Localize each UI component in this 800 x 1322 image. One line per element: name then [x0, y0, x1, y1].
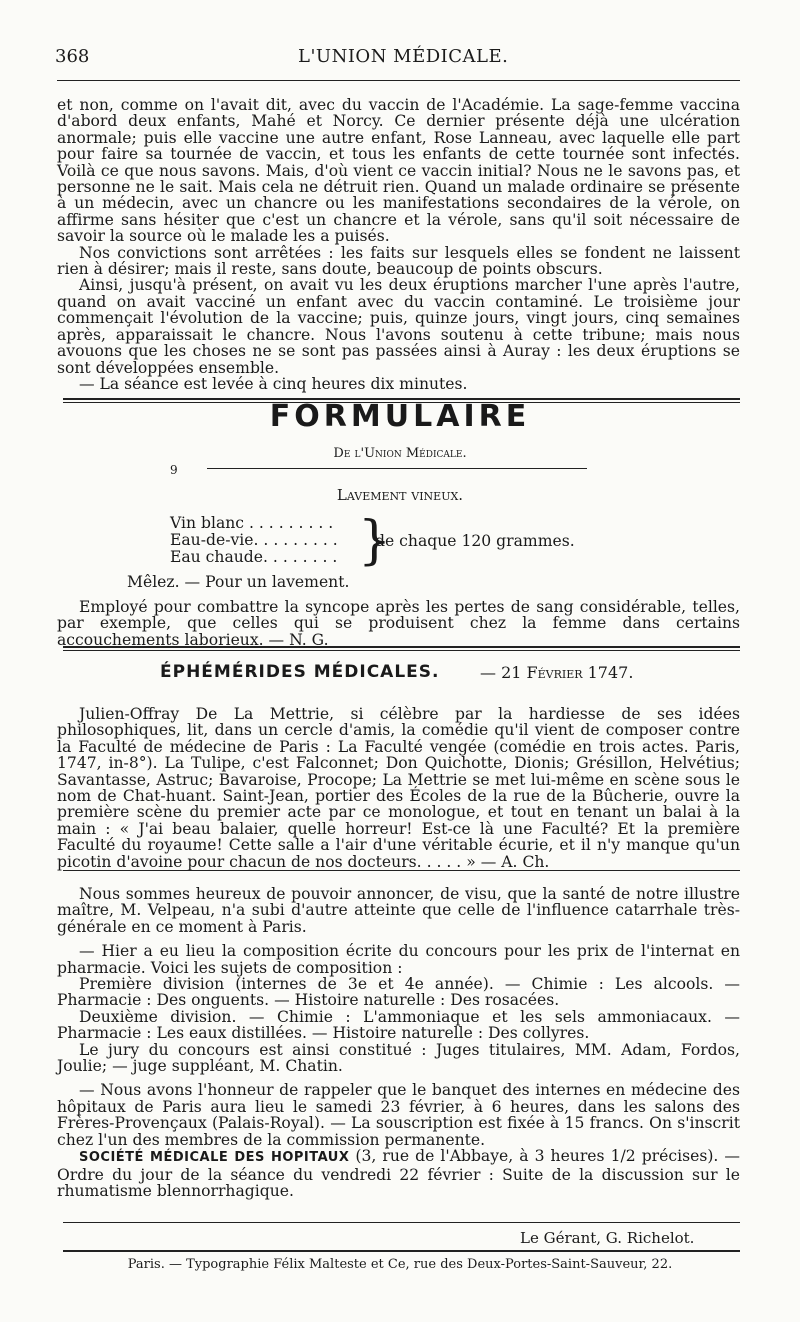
paragraph: Employé pour combattre la syncope après les pertes de sang considérable, telles, par exemple, que celles qui se produisent chez la femme dans certains accouchements laborieux. — N. G.: [57, 598, 740, 649]
paragraph: — Hier a eu lieu la composition écrite du concours pour les prix de l'internat en pharmacie. Voici les sujets de composition :: [57, 942, 740, 977]
recipe-number: 9: [170, 463, 178, 477]
ephemerides-title: ÉPHÉMÉRIDES MÉDICALES.: [160, 662, 440, 682]
ingredient: Eau-de-vie. . . . . . . . .: [170, 531, 338, 549]
paragraph: Première division (internes de 3e et 4e année). — Chimie : Les alcools. — Pharmacie : Des onguents. — Histoire naturelle : Des rosacées.: [57, 975, 740, 1010]
ingredient-list: [170, 515, 338, 566]
paragraph: Nous sommes heureux de pouvoir annoncer, de visu, que la santé de notre illustre maître, M. Velpeau, n'a subi d'autre atteinte que celle de l'influence catarrhale très-générale en ce moment à Paris.: [57, 885, 740, 936]
divider: [63, 1222, 740, 1223]
ephemerides-text: [57, 706, 740, 870]
ingredient-quantity: de chaque 120 grammes.: [375, 532, 575, 550]
recipe-instruction: Mêlez. — Pour un lavement.: [127, 573, 350, 591]
section-rule: [63, 646, 740, 648]
article-continuation: [57, 97, 740, 392]
paragraph: Ainsi, jusqu'à présent, on avait vu les deux éruptions marcher l'une après l'autre, quand on avait vacciné un enfant avec du vaccin contaminé. Le troisième jour commençait l'évolution de la vaccine; puis, quinze jours, vingt jours, cinq semaines après, apparaissait le chancre. Nous l'avons soutenu à cette tribune; mais nous avouons que les choses ne se sont pas passées ainsi à Auray : les deux éruptions se sont développées ensemble.: [57, 276, 740, 377]
recipe-usage: [57, 599, 740, 648]
formulaire-title: FORMULAIRE: [269, 399, 531, 434]
running-title: L'UNION MÉDICALE.: [298, 46, 509, 67]
paragraph: et non, comme on l'avait dit, avec du vaccin de l'Académie. La sage-femme vaccina d'abord deux enfants, Mahé et Norcy. Ce dernier présente déjà une ulcération anormale; puis elle vaccine une autre enfant, Rose Lanneau, avec laquelle elle part pour faire sa tournée de vaccin, et tous les enfants de cette tournée sont infectés. Voilà ce que nous savons. Mais, d'où vient ce vaccin initial? Nous ne le savons pas, et personne ne le sait. Mais cela ne détruit rien. Quand un malade ordinaire se présente à un médecin, avec un chancre ou les manifestations secondaires de la vérole, on affirme sans hésiter que c'est un chancre et la vérole, sans qu'il soit nécessaire de savoir la source où le malade les a puisés.: [57, 96, 740, 246]
header-rule: [57, 80, 740, 81]
paragraph: Nos convictions sont arrêtées : les faits sur lesquels elles se fondent ne laissent rien à désirer; mais il reste, sans doute, beaucoup de points obscurs.: [57, 243, 740, 279]
paragraph: Deuxième division. — Chimie : L'ammoniaque et les sels ammoniacaux. — Pharmacie : Les eaux distillées. — Histoire naturelle : Des collyres.: [57, 1007, 740, 1043]
page-number: 368: [55, 46, 90, 67]
section-rule: [63, 650, 740, 651]
ingredient: Vin blanc . . . . . . . . .: [170, 514, 334, 532]
recipe-title: Lavement vineux.: [336, 486, 464, 504]
formulaire-subtitle: De l'Union Médicale.: [333, 446, 467, 461]
brace: }: [358, 511, 392, 571]
paragraph: Le jury du concours est ainsi constitué : Juges titulaires, MM. Adam, Fordos, Joulie; — juge suppléant, M. Chatin.: [57, 1040, 740, 1076]
paragraph: Julien-Offray De La Mettrie, si célèbre par la hardiesse de ses idées philosophiques, lit, dans un cercle d'amis, la comédie qu'il vient de composer contre la Faculté de médecine de Paris : La Faculté vengée (comédie en trois actes. Paris, 1747, in-8°). La Tulipe, c'est Falconnet; Don Quichotte, Dionis; Grésillon, Helvétius; Savantasse, Astruc; Bavaroise, Procope; La Mettrie se met lui-même en scène sous le nom de Chat-huant. Saint-Jean, portier des Écoles de la rue de la Bûcherie, ouvre la première scène du premier acte par ce monologue, et tout en tenant un balai à la main : « J'ai beau balaier, quelle horreur! Est-ce là une Faculté? Et la première Faculté du royaume! Cette salle a l'air d'une véritable écurie, et il n'y manque qu'un picotin d'avoine pour chacun de nos docteurs. . . . . » — A. Ch.: [57, 705, 740, 871]
news-section: [57, 886, 740, 1199]
paragraph: — Nous avons l'honneur de rappeler que le banquet des internes en médecine des hôpitaux de Paris aura lieu le samedi 23 février, à 6 heures, dans les salons des Frères-Provençaux (Palais-Royal). — La souscription est fixée à 15 francs. On s'inscrit chez l'un des membres de la commission permanente.: [57, 1081, 740, 1149]
footer-rule: [63, 1250, 740, 1252]
divider: [207, 468, 587, 469]
ephemerides-date: — 21 Février 1747.: [480, 663, 634, 682]
imprint: Paris. — Typographie Félix Malteste et Ce, rue des Deux-Portes-Saint-Sauveur, 22.: [127, 1257, 673, 1272]
paragraph: — La séance est levée à cinq heures dix minutes.: [79, 374, 468, 393]
societe-name: SOCIÉTÉ MÉDICALE DES HOPITAUX: [79, 1150, 350, 1166]
societe-text: (3, rue de l'Abbaye, à 3 heures 1/2 précises). — Ordre du jour de la séance du vendredi 22 février : Suite de la discussion sur le rhumatisme blennorrhagique.: [57, 1147, 740, 1200]
paragraph: [57, 1148, 740, 1199]
ingredient: Eau chaude. . . . . . . .: [170, 548, 338, 566]
gerant: Le Gérant, G. Richelot.: [520, 1229, 695, 1247]
divider: [63, 870, 740, 871]
